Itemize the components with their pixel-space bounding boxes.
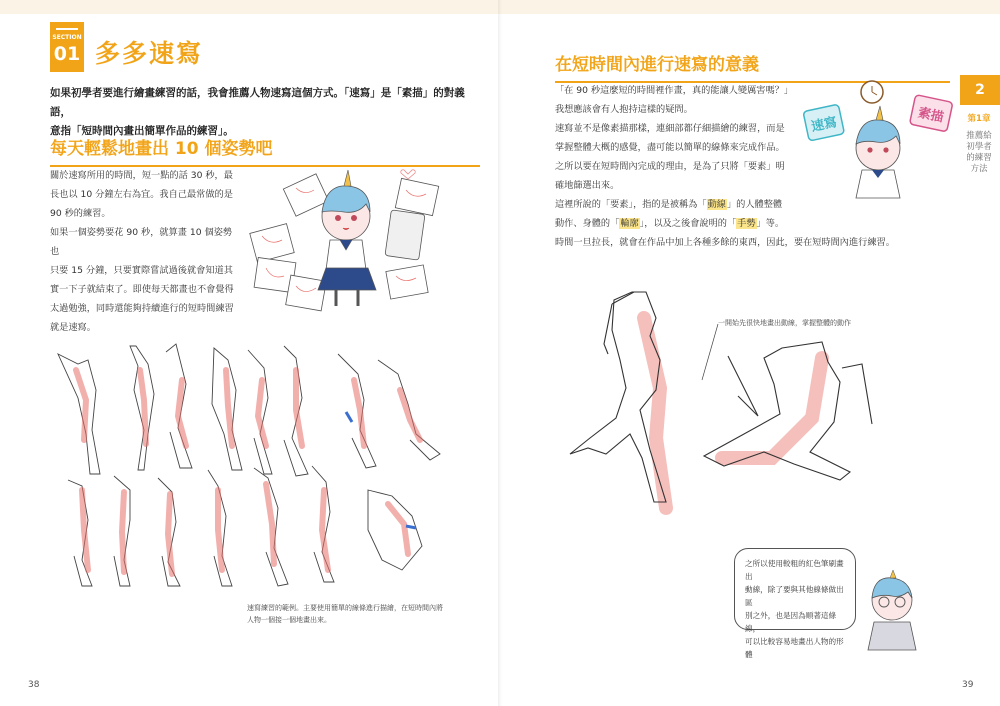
chapter-tab: 2	[960, 75, 1000, 105]
paragraph-line: 就是速寫。	[50, 322, 96, 333]
speech-bubble	[734, 548, 856, 659]
paragraph-line: 我想應該會有人抱持這樣的疑問。	[555, 104, 693, 115]
paragraph-line: 掌握整體大概的感覺，盡可能以簡單的線條來完成作品。	[555, 142, 785, 153]
paragraph-line: 太過勉強，同時還能夠持續進行的短時間練習	[50, 303, 234, 314]
paragraph-line: 實一下子就結束了。即使每天都畫也不會覺得	[50, 284, 234, 295]
intro-text	[50, 84, 480, 141]
text-span: 」等。	[756, 218, 785, 229]
chapter-label: 第1章	[967, 114, 991, 124]
drawing-label: 素描	[916, 105, 945, 126]
chapter-title: 推薦給初學者的練習方法	[966, 131, 992, 174]
paragraph-line	[555, 214, 900, 233]
keyword-highlight: 手勢	[737, 218, 756, 229]
left-figure-caption	[247, 602, 463, 626]
caption-leader-line	[700, 322, 720, 382]
chapter-side-text	[966, 114, 992, 175]
paragraph-line: 確地篩選出來。	[555, 180, 620, 191]
paragraph-line: 如果一個姿勢要花 90 秒，就算畫 10 個姿勢也	[50, 227, 233, 257]
caption-line: 人物一個接一個地畫出來。	[247, 616, 331, 624]
bubble-line: 可以比較容易地畫出人物的形體	[745, 637, 844, 659]
paragraph-line: 90 秒的練習。	[50, 208, 111, 219]
paragraph-line: 只要 15 分鐘，只要實際嘗試過後就會知道其	[50, 265, 233, 276]
section-badge	[50, 22, 84, 72]
thinking-character-illustration	[800, 78, 958, 202]
text-span: 動作、身體的「	[555, 218, 620, 229]
keyword-highlight: 輪廓	[620, 218, 639, 229]
left-paragraph	[50, 166, 238, 337]
bubble-line: 之所以使用較粗的紅色筆刷畫出	[745, 559, 844, 581]
paragraph-line: 時間一旦拉長，就會在作品中加上各種多餘的東西，因此，要在短時間內進行練習。	[555, 237, 895, 248]
right-heading: 在短時間內進行速寫的意義	[555, 50, 950, 83]
right-figure-caption: 一開始先很快地畫出動線，掌握整體的動作	[718, 319, 851, 327]
text-span: 這裡所說的「要素」，指的是被稱為「	[555, 199, 707, 210]
bubble-line: 動線，除了要與其他線條做出區	[745, 585, 844, 607]
bubble-line: 別之外，也是因為順著這條線，	[745, 611, 837, 633]
text-span: 」，以及之後會說明的「	[639, 218, 737, 229]
paragraph-line: 「在 90 秒這麼短的時間裡作畫，真的能讓人變厲害嗎？」	[555, 85, 794, 96]
left-heading: 每天輕鬆地畫出 10 個姿勢吧	[50, 134, 480, 167]
right-page-number: 39	[962, 680, 974, 690]
caption-line: 速寫練習的範例。主要使用簡單的線條進行描繪，在短時間內將	[247, 604, 443, 612]
section-number: 01	[53, 43, 81, 65]
intro-line: 意指「短時間內畫出簡單作品的練習」。	[50, 125, 234, 137]
chibi-glasses-illustration	[860, 570, 926, 652]
gesture-sketch-collection	[48, 340, 450, 590]
left-page-number: 38	[28, 680, 40, 690]
section-title: 多多速寫	[95, 39, 204, 68]
paragraph-line: 長也以 10 分鐘左右為宜。我自己最常做的是	[50, 189, 233, 200]
paragraph-line: 關於速寫所用的時間，短一點的話 30 秒，最	[50, 170, 233, 181]
section-label: SECTION	[52, 34, 82, 41]
intro-line: 如果初學者要進行繪畫練習的話，我會推薦人物速寫這個方式。「速寫」是「素描」的對義語，	[50, 87, 465, 118]
book-spine-shadow	[498, 0, 502, 706]
sketch-label: 速寫	[809, 115, 839, 136]
keyword-highlight: 動線	[707, 199, 726, 210]
text-span: 」的人體整體	[726, 199, 783, 210]
paragraph-line: 速寫並不是像素描那樣，連細部都仔細描繪的練習，而是	[555, 123, 785, 134]
paragraph-line: 之所以要在短時間內完成的理由，是為了只將「要素」明	[555, 161, 785, 172]
chibi-artist-illustration	[248, 168, 458, 318]
